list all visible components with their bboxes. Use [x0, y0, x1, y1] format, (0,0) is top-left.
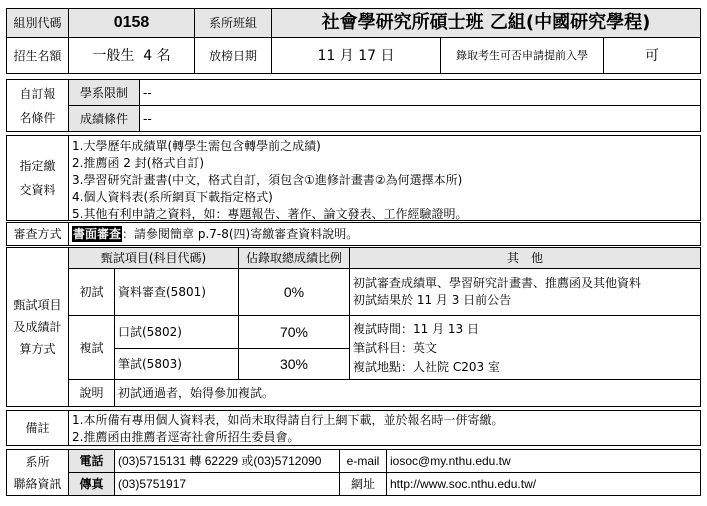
documents-label	[6, 135, 69, 221]
contact-label	[6, 449, 69, 496]
second-other-line3: 複試地點：人社院 C203 室	[353, 360, 500, 374]
dept-limit-value: --	[139, 79, 701, 106]
second-stage-other	[349, 315, 701, 380]
first-other-line1: 初試審查成績單、學習研究計畫書、推薦函及其他資料	[353, 276, 642, 290]
document-item: 5.其他有利申請之資料，如：專題報告、著作、論文發表、工作經驗證明。	[72, 207, 468, 221]
quota-label: 招生名額	[6, 37, 69, 74]
remarks-line: 2.推薦函由推薦者逕寄社會所招生委員會。	[72, 430, 300, 444]
documents-label-line1: 指定繳	[19, 159, 56, 173]
review-text: ：請參閱簡章 p.7-8(四)寄繳審查資料說明。	[122, 227, 359, 241]
dept-value: 社會學研究所碩士班 乙組(中國研究學程)	[271, 8, 701, 38]
first-other-line2: 初試結果於 11 月 3 日前公告	[353, 293, 512, 307]
document-item: 3.學習研究計畫書(中文，格式自訂，須包含①進修計畫書②為何選擇本所)	[72, 173, 463, 187]
second-stage-label: 複試	[68, 315, 115, 380]
web-label: 網址	[339, 472, 387, 496]
documents-list	[68, 135, 701, 221]
custom-label-line1: 自訂報	[19, 86, 56, 101]
first-stage-ratio: 0%	[238, 268, 350, 316]
fax-value: (03)5751917	[114, 472, 340, 496]
remarks-label: 備註	[6, 410, 69, 446]
remarks-line: 1.本所備有專用個人資料表，如尚未取得請自行上網下載，並於報名時一併寄繳。	[72, 413, 504, 427]
exam-label-line3: 算方式	[19, 342, 56, 356]
phone-label: 電話	[68, 449, 115, 473]
document-item: 1.大學歷年成績單(轉學生需包含轉學前之成績)	[72, 139, 321, 153]
review-label: 審查方式	[6, 222, 69, 246]
code-label: 組別代碼	[6, 8, 69, 38]
first-stage-label: 初試	[68, 268, 115, 316]
web-value[interactable]: http://www.soc.nthu.edu.tw/	[386, 472, 701, 496]
early-admission-label: 錄取考生可否申請提前入學	[440, 37, 604, 74]
email-label: e-mail	[339, 449, 387, 473]
dept-limit-label: 學系限制	[68, 79, 140, 106]
exam-note-text: 初試通過者，始得參加複試。	[114, 379, 701, 407]
exam-label-line1: 甄試項目	[13, 298, 62, 312]
score-condition-value: --	[139, 105, 701, 132]
release-value: 11 月 17 日	[271, 37, 441, 74]
oral-exam-ratio: 70%	[238, 315, 350, 349]
score-condition-label: 成績條件	[68, 105, 140, 132]
written-exam-ratio: 30%	[238, 348, 350, 380]
code-value: 0158	[68, 8, 195, 38]
written-exam-item: 筆試(5803)	[114, 348, 239, 380]
fax-label: 傳真	[68, 472, 115, 496]
custom-label-line2: 名條件	[19, 110, 56, 125]
review-bold-prefix: 書面審查	[73, 227, 122, 241]
phone-value: (03)5715131 轉 62229 或(03)5712090	[114, 449, 340, 473]
custom-conditions-label	[6, 79, 69, 132]
second-other-line1: 複試時間：11 月 13 日	[353, 322, 479, 336]
exam-label	[6, 247, 69, 407]
document-item: 4.個人資料表(系所網頁下載指定格式)	[72, 190, 273, 204]
exam-header-other: 其 他	[349, 247, 701, 269]
exam-note-label: 說明	[68, 379, 115, 407]
email-value[interactable]: iosoc@my.nthu.edu.tw	[386, 449, 701, 473]
first-stage-item: 資料審查(5801)	[114, 268, 239, 316]
documents-label-line2: 交資料	[19, 183, 56, 197]
quota-value: 一般生 4 名	[68, 37, 195, 74]
oral-exam-item: 口試(5802)	[114, 315, 239, 349]
second-other-line2: 筆試科目：英文	[353, 341, 438, 355]
review-value	[68, 222, 701, 246]
contact-label-line1: 系所	[25, 454, 50, 469]
exam-label-line2: 及成績計	[13, 320, 62, 334]
document-item: 2.推薦函 2 封(格式自訂)	[72, 156, 205, 170]
contact-label-line2: 聯絡資訊	[13, 476, 62, 491]
exam-header-ratio: 佔錄取總成績比例	[238, 247, 350, 269]
exam-header-item: 甄試項目(科目代碼)	[68, 247, 239, 269]
remarks-list	[68, 410, 701, 446]
dept-label: 系所班組	[194, 8, 272, 38]
first-stage-other	[349, 268, 701, 316]
release-label: 放榜日期	[194, 37, 272, 74]
early-admission-value: 可	[603, 37, 701, 74]
